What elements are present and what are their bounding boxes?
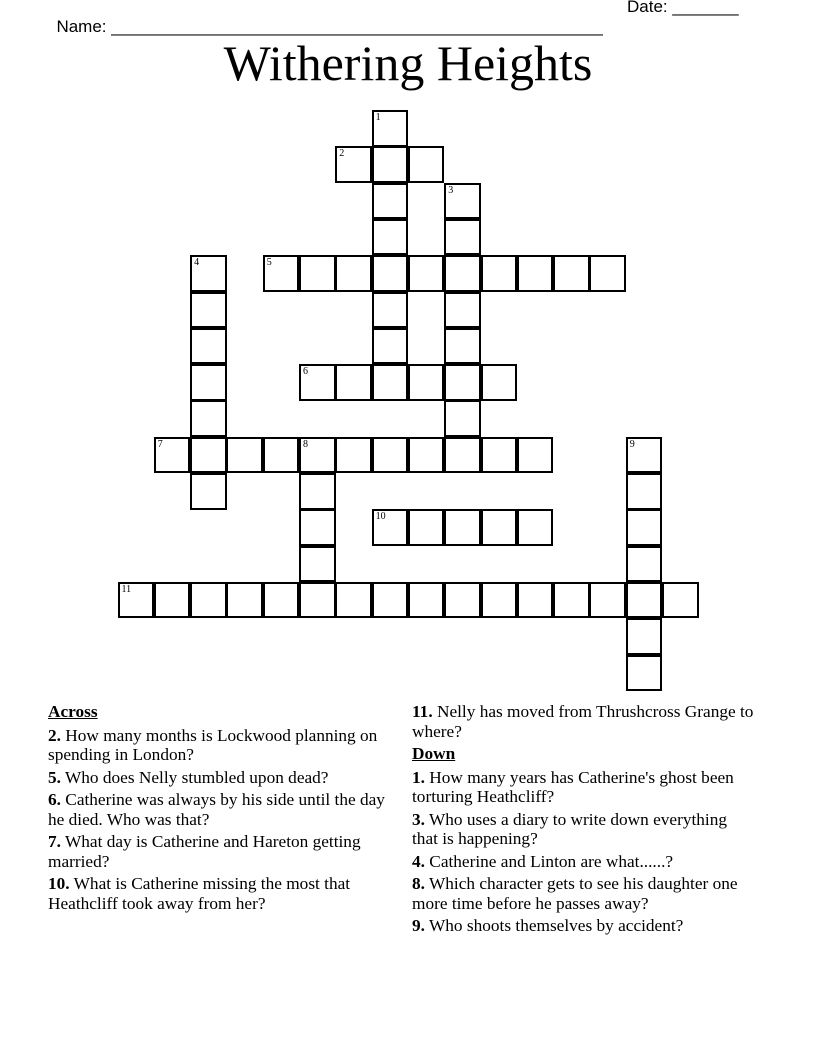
clue-across-7: 7. What day is Catherine and Hareton getting married? <box>48 832 361 871</box>
grid-cell[interactable] <box>444 219 481 256</box>
clue-number: 2 <box>339 148 345 160</box>
grid-cell[interactable] <box>190 292 227 329</box>
grid-cell[interactable] <box>626 509 663 546</box>
grid-cell[interactable] <box>589 582 626 619</box>
clue-number: 3 <box>448 184 454 196</box>
grid-cell[interactable] <box>626 655 663 692</box>
grid-cell[interactable] <box>626 546 663 583</box>
grid-cell[interactable] <box>517 255 554 292</box>
date-line: Date: _______ <box>627 0 739 16</box>
grid-cell[interactable] <box>263 582 300 619</box>
grid-cell[interactable] <box>408 437 445 474</box>
grid-cell[interactable] <box>408 509 445 546</box>
grid-cell[interactable] <box>444 582 481 619</box>
grid-cell[interactable] <box>372 509 409 546</box>
down-heading: Down <box>412 744 456 763</box>
grid-cell[interactable] <box>626 618 663 655</box>
grid-cell[interactable] <box>335 582 372 619</box>
grid-cell[interactable] <box>662 582 699 619</box>
clue-down-8: 8. Which character gets to see his daughter one more time before he passes away? <box>412 874 738 913</box>
grid-cell[interactable] <box>372 110 409 147</box>
grid-cell[interactable] <box>626 473 663 510</box>
clue-down-1: 1. How many years has Catherine's ghost been torturing Heathcliff? <box>412 767 734 806</box>
grid-cell[interactable] <box>190 400 227 437</box>
grid-cell[interactable] <box>190 255 227 292</box>
grid-cell[interactable] <box>190 582 227 619</box>
clues-right-column <box>412 702 757 939</box>
grid-cell[interactable] <box>372 146 409 183</box>
clue-number: 10 <box>375 511 386 523</box>
clues-left-column <box>48 702 398 916</box>
grid-cell[interactable] <box>263 255 300 292</box>
grid-cell[interactable] <box>444 292 481 329</box>
clue-number: 7 <box>157 438 163 450</box>
clue-across-10: 10. What is Catherine missing the most that Heathcliff took away from her? <box>48 874 351 913</box>
grid-cell[interactable] <box>372 219 409 256</box>
grid-cell[interactable] <box>408 582 445 619</box>
grid-cell[interactable] <box>372 183 409 220</box>
grid-cell[interactable] <box>226 582 263 619</box>
grid-cell[interactable] <box>299 582 336 619</box>
grid-cell[interactable] <box>626 582 663 619</box>
grid-cell[interactable] <box>408 146 445 183</box>
grid-cell[interactable] <box>444 255 481 292</box>
grid-cell[interactable] <box>444 400 481 437</box>
grid-cell[interactable] <box>626 437 663 474</box>
clue-number: 4 <box>194 257 200 269</box>
grid-cell[interactable] <box>408 255 445 292</box>
grid-cell[interactable] <box>589 255 626 292</box>
grid-cell[interactable] <box>481 582 518 619</box>
grid-cell[interactable] <box>372 364 409 401</box>
grid-cell[interactable] <box>481 437 518 474</box>
clue-number: 6 <box>303 366 308 378</box>
page-title: Withering Heights <box>223 35 593 91</box>
grid-cell[interactable] <box>299 437 336 474</box>
clue-down-9: 9. Who shoots themselves by accident? <box>412 916 684 935</box>
name-line: Name: ____________________________________________________ <box>56 17 603 36</box>
grid-cell[interactable] <box>263 437 300 474</box>
clue-across-6: 6. Catherine was always by his side until the day he died. Who was that? <box>48 790 385 829</box>
grid-cell[interactable] <box>372 255 409 292</box>
grid-cell[interactable] <box>335 364 372 401</box>
grid-cell[interactable] <box>517 437 554 474</box>
grid-cell[interactable] <box>190 364 227 401</box>
grid-cell[interactable] <box>408 364 445 401</box>
grid-cell[interactable] <box>118 582 155 619</box>
grid-cell[interactable] <box>190 437 227 474</box>
grid-cell[interactable] <box>553 582 590 619</box>
grid-cell[interactable] <box>335 146 372 183</box>
clue-across-11: 11. Nelly has moved from Thrushcross Grange to where? <box>412 702 754 741</box>
grid-cell[interactable] <box>190 473 227 510</box>
clue-across-2: 2. How many months is Lockwood planning on spending in London? <box>48 725 378 764</box>
grid-cell[interactable] <box>517 582 554 619</box>
grid-cell[interactable] <box>335 255 372 292</box>
grid-cell[interactable] <box>444 509 481 546</box>
across-heading: Across <box>48 702 98 721</box>
grid-cell[interactable] <box>299 509 336 546</box>
grid-cell[interactable] <box>299 255 336 292</box>
grid-cell[interactable] <box>154 437 191 474</box>
clue-number: 11 <box>121 583 132 595</box>
clue-number: 8 <box>303 438 308 450</box>
grid-cell[interactable] <box>444 364 481 401</box>
clue-number: 5 <box>266 257 272 269</box>
grid-cell[interactable] <box>444 183 481 220</box>
grid-cell[interactable] <box>372 292 409 329</box>
grid-cell[interactable] <box>481 509 518 546</box>
grid-cell[interactable] <box>444 437 481 474</box>
grid-cell[interactable] <box>190 328 227 365</box>
grid-cell[interactable] <box>154 582 191 619</box>
grid-cell[interactable] <box>299 473 336 510</box>
clue-down-4: 4. Catherine and Linton are what......? <box>412 851 674 871</box>
grid-cell[interactable] <box>299 364 336 401</box>
clue-across-5: 5. Who does Nelly stumbled upon dead? <box>48 767 329 787</box>
grid-cell[interactable] <box>372 328 409 365</box>
grid-cell[interactable] <box>481 255 518 292</box>
grid-cell[interactable] <box>299 546 336 583</box>
grid-cell[interactable] <box>226 437 263 474</box>
grid-cell[interactable] <box>553 255 590 292</box>
grid-cell[interactable] <box>372 582 409 619</box>
grid-cell[interactable] <box>372 437 409 474</box>
grid-cell[interactable] <box>335 437 372 474</box>
grid-cell[interactable] <box>481 364 518 401</box>
clue-down-3: 3. Who uses a diary to write down everything that is happening? <box>412 809 728 848</box>
grid-cell[interactable] <box>517 509 554 546</box>
clue-number: 1 <box>375 112 381 123</box>
grid-cell[interactable] <box>444 328 481 365</box>
clue-number: 9 <box>629 438 635 450</box>
